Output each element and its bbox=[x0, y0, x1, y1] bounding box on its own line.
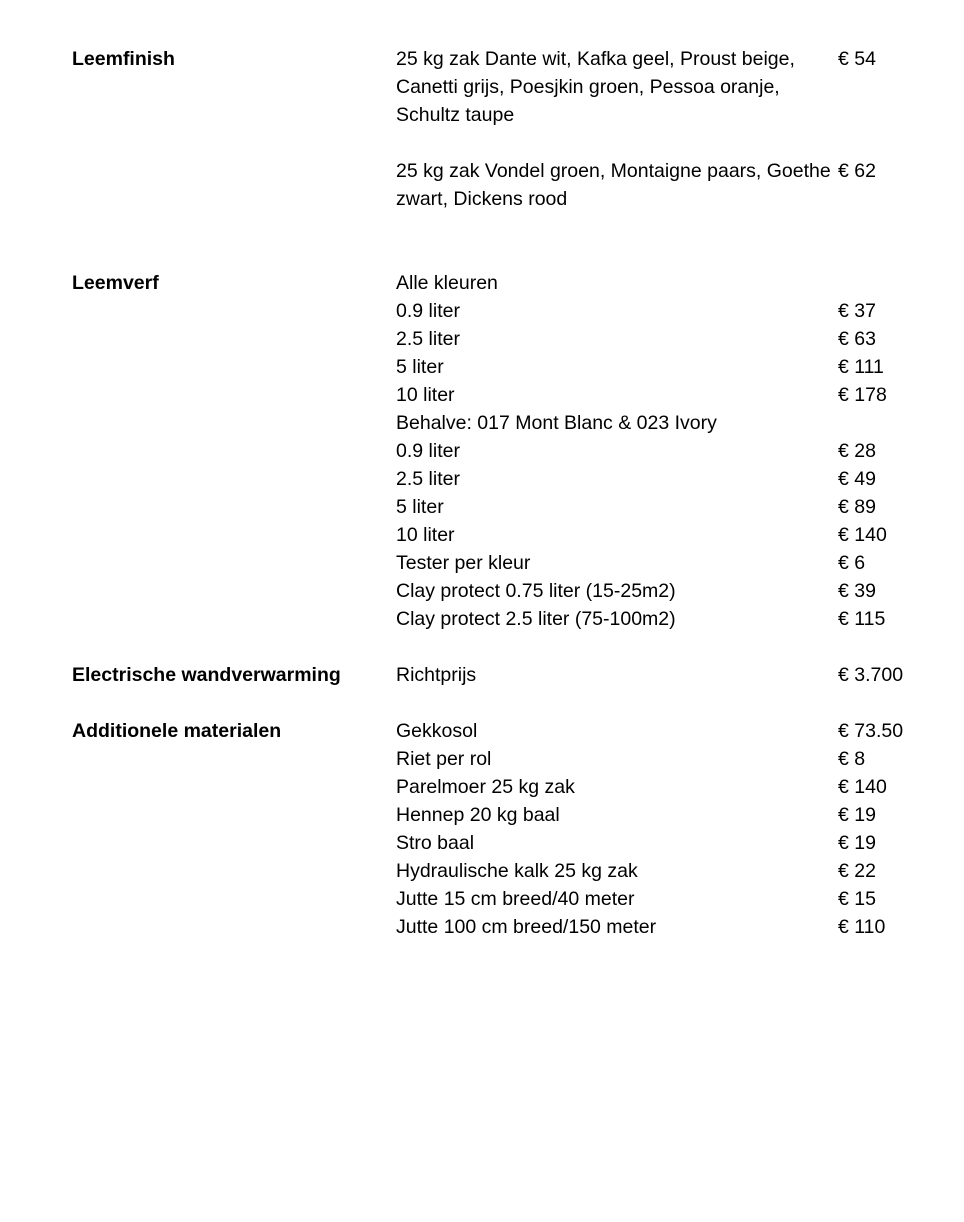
item-price: € 111 bbox=[838, 356, 884, 378]
section-gap bbox=[72, 213, 932, 269]
item-description: 5 liter bbox=[396, 496, 444, 518]
item-price: € 115 bbox=[838, 608, 886, 630]
item-price: € 140 bbox=[838, 524, 887, 546]
item-description: Behalve: 017 Mont Blanc & 023 Ivory bbox=[396, 412, 717, 434]
item-description: Richtprijs bbox=[396, 664, 477, 686]
item-description: Riet per rol bbox=[396, 748, 492, 770]
item-description: 25 kg zak Dante wit, Kafka geel, Proust beige, Canetti grijs, Poesjkin groen, Pessoa oranje, Schultz taupe bbox=[396, 48, 795, 126]
item-price: € 19 bbox=[838, 832, 876, 854]
section-title: Leemfinish bbox=[72, 48, 175, 70]
item-price: € 73.50 bbox=[838, 720, 904, 742]
item-price bbox=[838, 409, 932, 437]
item-description: 25 kg zak Vondel groen, Montaigne paars, Goethe zwart, Dickens rood bbox=[396, 160, 831, 210]
section-leemfinish bbox=[72, 45, 932, 213]
item-description: Hennep 20 kg baal bbox=[396, 804, 560, 826]
item-description: Clay protect 0.75 liter (15-25m2) bbox=[396, 580, 676, 602]
item-description: Jutte 100 cm breed/150 meter bbox=[396, 916, 657, 938]
section-title: Electrische wandverwarming bbox=[72, 664, 341, 686]
section-electrische-wandverwarming bbox=[72, 661, 932, 689]
item-price: € 63 bbox=[838, 328, 876, 350]
item-price: € 110 bbox=[838, 916, 886, 938]
section-title: Leemverf bbox=[72, 272, 159, 294]
item-description: 0.9 liter bbox=[396, 300, 460, 322]
item-description: 2.5 liter bbox=[396, 468, 460, 490]
item-description: Tester per kleur bbox=[396, 552, 531, 574]
item-price: € 15 bbox=[838, 888, 876, 910]
item-price: € 22 bbox=[838, 860, 876, 882]
item-price bbox=[838, 269, 932, 297]
item-description: Hydraulische kalk 25 kg zak bbox=[396, 860, 638, 882]
item-price: € 39 bbox=[838, 580, 876, 602]
section-gap bbox=[72, 633, 932, 661]
item-description: 10 liter bbox=[396, 524, 455, 546]
item-description: 0.9 liter bbox=[396, 440, 460, 462]
item-price: € 19 bbox=[838, 804, 876, 826]
item-price: € 6 bbox=[838, 552, 866, 574]
section-additionele-materialen bbox=[72, 717, 932, 941]
item-price: € 140 bbox=[838, 776, 887, 798]
item-description: 5 liter bbox=[396, 356, 444, 378]
item-price: € 54 bbox=[838, 48, 876, 70]
item-price: € 3.700 bbox=[838, 664, 904, 686]
item-description: Clay protect 2.5 liter (75-100m2) bbox=[396, 608, 676, 630]
item-description: Alle kleuren bbox=[396, 272, 498, 294]
price-list bbox=[72, 45, 932, 941]
item-price: € 62 bbox=[838, 160, 876, 182]
item-description: 2.5 liter bbox=[396, 328, 460, 350]
section-gap bbox=[72, 689, 932, 717]
row-spacer bbox=[72, 129, 932, 157]
item-description: Gekkosol bbox=[396, 720, 478, 742]
item-price: € 8 bbox=[838, 748, 866, 770]
item-price: € 178 bbox=[838, 384, 887, 406]
section-title: Additionele materialen bbox=[72, 720, 282, 742]
item-price: € 37 bbox=[838, 300, 876, 322]
item-description: 10 liter bbox=[396, 384, 455, 406]
item-price: € 49 bbox=[838, 468, 876, 490]
item-description: Parelmoer 25 kg zak bbox=[396, 776, 575, 798]
item-description: Jutte 15 cm breed/40 meter bbox=[396, 888, 635, 910]
item-price: € 28 bbox=[838, 440, 876, 462]
item-description: Stro baal bbox=[396, 832, 475, 854]
section-leemverf bbox=[72, 269, 932, 633]
item-price: € 89 bbox=[838, 496, 876, 518]
